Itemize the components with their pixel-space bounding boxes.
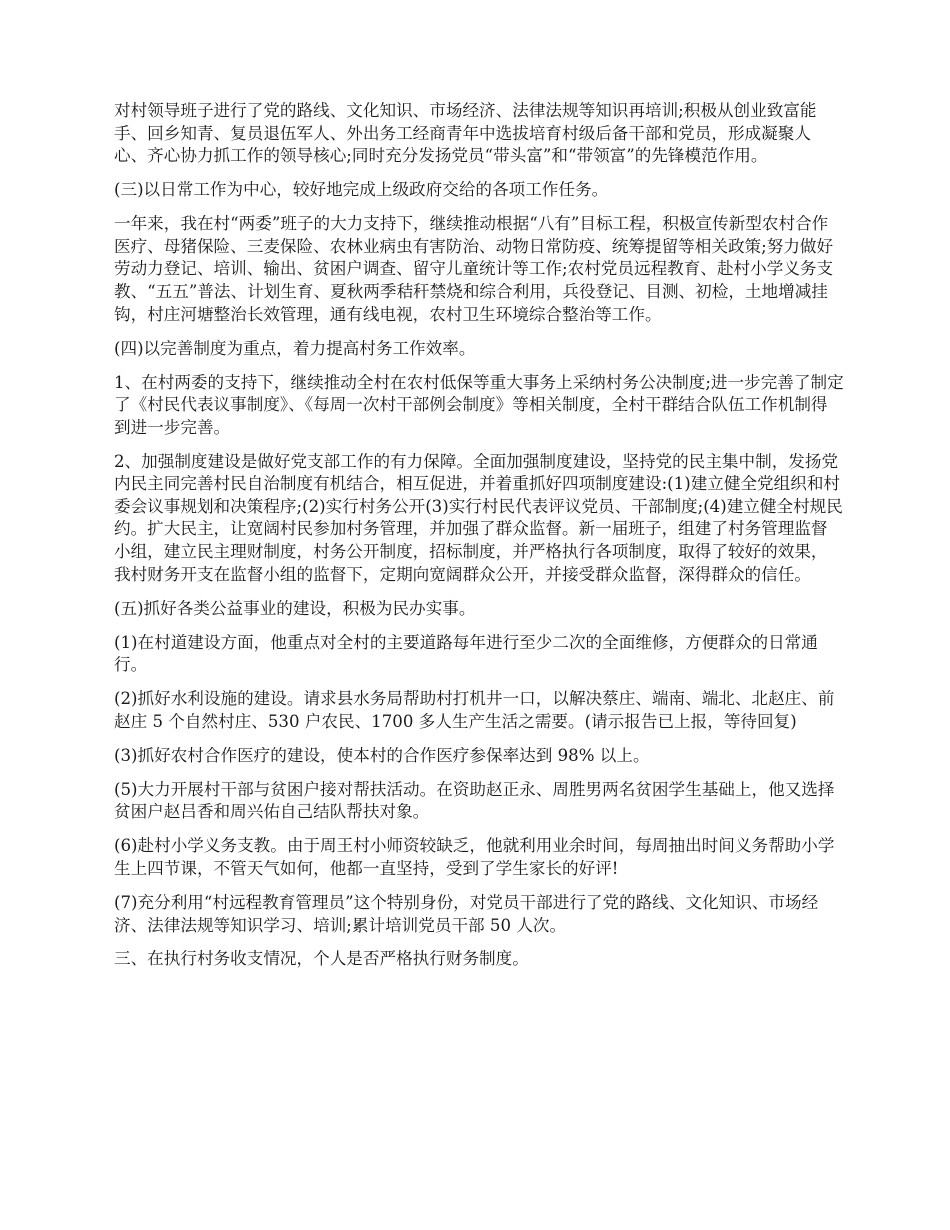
list-item-3: (3)抓好农村合作医疗的建设，使本村的合作医疗参保率达到 98% 以上。	[114, 745, 650, 765]
section-heading-three: 三、在执行村务收支情况，个人是否严格执行财务制度。	[114, 949, 529, 969]
section-heading-4: (四)以完善制度为重点，着力提高村务工作效率。	[114, 338, 476, 358]
list-item-6: (6)赴村小学义务支教。由于周王村小师资较缺乏，他就利用业余时间，每周抽出时间义务帮助小学生上四节课，不管天气如何，他都一直坚持，受到了学生家长的好评!	[114, 836, 835, 878]
paragraph-3: 1、在村两委的支持下，继续推动全村在农村低保等重大事务上采纳村务公决制度;进一步完善了制定了《村民代表议事制度》、《每周一次村干部例会制度》等相关制度，全村干群结合队伍工作机制得到进一步完善。	[114, 372, 844, 437]
paragraph-1: 对村领导班子进行了党的路线、文化知识、市场经济、法律法规等知识再培训;积极从创业致富能手、回乡知青、复员退伍军人、外出务工经商青年中选拔培育村级后备干部和党员，形成凝聚人心、齐心协力抓工作的领导核心;同时充分发扬党员“带头富”和“带领富”的先锋模范作用。	[114, 101, 817, 166]
list-item-2: (2)抓好水利设施的建设。请求县水务局帮助村打机井一口，以解决蔡庄、端南、端北、北赵庄、前赵庄 5 个自然村庄、530 户农民、1700 多人生产生活之需要。(请示报告已上报，等待回复)	[114, 689, 835, 731]
list-item-1: (1)在村道建设方面，他重点对全村的主要道路每年进行至少二次的全面维修，方便群众的日常通行。	[114, 632, 818, 675]
paragraph-4: 2、加强制度建设是做好党支部工作的有力保障。全面加强制度建设，坚持党的民主集中制，发扬党内民主同完善村民自治制度有机结合，相互促进，并着重抓好四项制度建设:(1)建立健全党组织和村委会议事规划和决策程序;(2)实行村务公开(3)实行村民代表评议党员、干部制度;(4)建立健全村规民约。扩大民主，让宽阔村民参加村务管理，并加强了群众监督。新一届班子，组建了村务管理监督小组，建立民主理财制度，村务公开制度，招标制度，并严格执行各项制度，取得了较好的效果，我村财务开支在监督小组的监督下，定期向宽阔群众公开，并接受群众监督，深得群众的信任。	[114, 451, 843, 584]
section-heading-5: (五)抓好各类公益事业的建设，积极为民办实事。	[114, 598, 476, 618]
list-item-7: (7)充分利用“村远程教育管理员”这个特别身份，对党员干部进行了党的路线、文化知识、市场经济、法律法规等知识学习、培训;累计培训党员干部 50 人次。	[114, 892, 819, 935]
section-heading-3: (三)以日常工作为中心，较好地完成上级政府交给的各项工作任务。	[114, 180, 609, 200]
list-item-5: (5)大力开展村干部与贫困户接对帮扶活动。在资助赵正永、周胜男两名贫困学生基础上，他又选择贫困户赵吕香和周兴佑自己结队帮扶对象。	[114, 779, 835, 822]
paragraph-2: 一年来，我在村“两委”班子的大力支持下，继续推动根据“八有”目标工程，积极宣传新型农村合作医疗、母猪保险、三麦保险、农林业病虫有害防治、动物日常防疫、统筹提留等相关政策;努力做好劳动力登记、培训、输出、贫困户调查、留守儿童统计等工作;农村党员远程教育、赴村小学义务支教、“五五”普法、计划生育、夏秋两季秸秆禁烧和综合利用，兵役登记、目测、初检，土地增减挂钩，村庄河塘整治长效管理，通有线电视，农村卫生环境综合整治等工作。	[114, 214, 834, 324]
document-body	[114, 100, 844, 982]
